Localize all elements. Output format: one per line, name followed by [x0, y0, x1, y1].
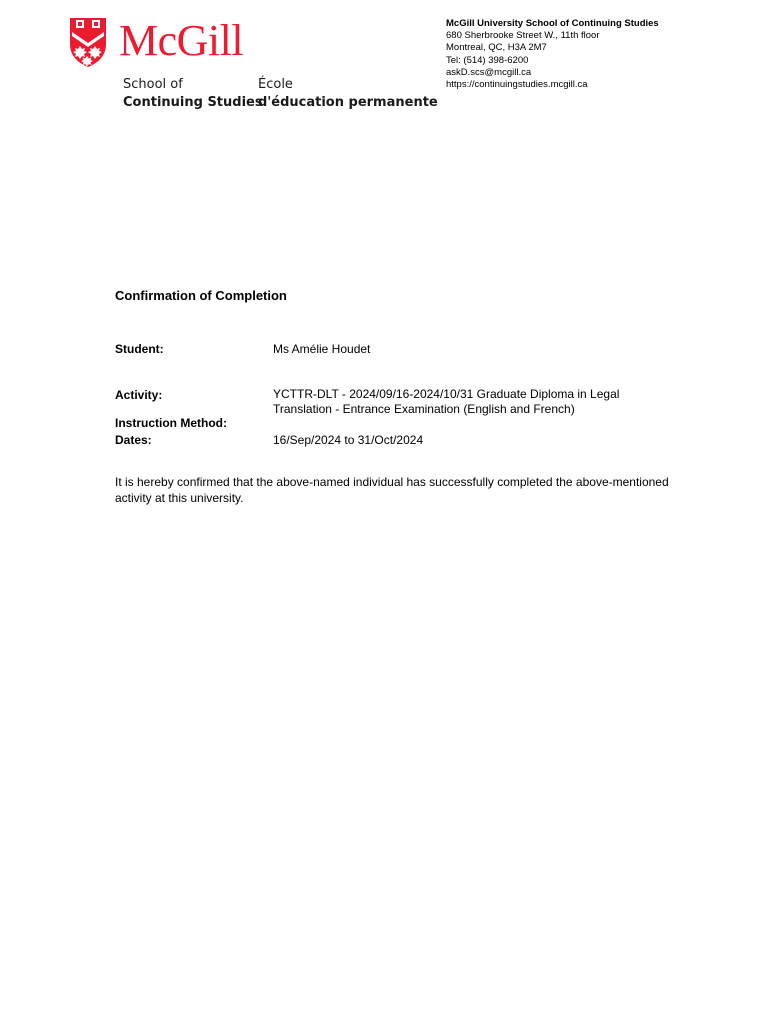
- email-address: askD.scs@mcgill.ca: [446, 66, 532, 78]
- mcgill-logo: [68, 16, 438, 116]
- dates-value: 16/Sep/2024 to 31/Oct/2024: [273, 433, 424, 447]
- mcgill-wordmark: McGill: [119, 16, 244, 65]
- completion-statement: [115, 474, 715, 506]
- address-block: [446, 18, 746, 91]
- telephone: Tel: (514) 398-6200: [446, 54, 529, 66]
- unit-en-line1: School of: [123, 77, 183, 92]
- unit-en-line2: Continuing Studies: [123, 95, 263, 110]
- street-address: 680 Sherbrooke Street W., 11th floor: [446, 30, 600, 42]
- unit-fr-line1: École: [258, 77, 293, 92]
- activity-value-line2: Translation - Entrance Examination (English and French): [273, 402, 575, 416]
- activity-label: Activity:: [115, 388, 163, 402]
- city-postal: Montreal, QC, H3A 2M7: [446, 42, 547, 54]
- activity-value-line1: YCTTR-DLT - 2024/09/16-2024/10/31 Graduate Diploma in Legal: [273, 387, 620, 401]
- document-title: Confirmation of Completion: [115, 288, 287, 303]
- institution-name: McGill University School of Continuing Studies: [446, 18, 659, 29]
- instruction-method-label: Instruction Method:: [115, 416, 227, 430]
- unit-name-french: [258, 76, 438, 112]
- dates-label: Dates:: [115, 433, 152, 447]
- student-value: Ms Amélie Houdet: [273, 342, 371, 356]
- statement-line2: activity at this university.: [115, 491, 244, 505]
- statement-line1: It is hereby confirmed that the above-named individual has successfully completed the above-mentioned: [115, 475, 669, 489]
- student-label: Student:: [115, 342, 164, 356]
- unit-fr-line2: d'éducation permanente: [258, 95, 438, 110]
- website-url: https://continuingstudies.mcgill.ca: [446, 79, 588, 91]
- activity-value: [273, 387, 693, 417]
- unit-name-english: [123, 76, 263, 112]
- mcgill-crest-icon: [68, 16, 108, 68]
